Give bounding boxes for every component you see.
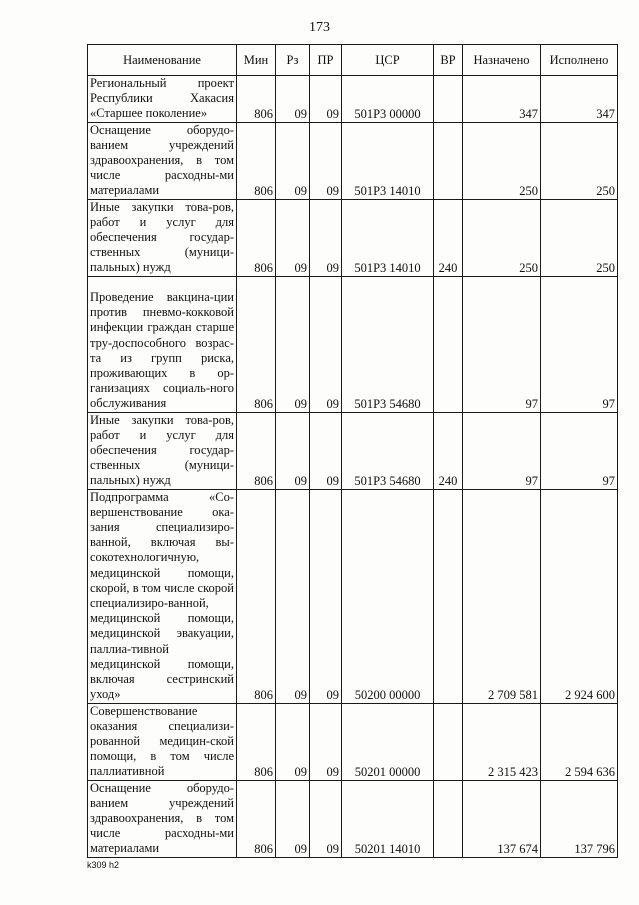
row-rz: 09: [276, 276, 310, 412]
row-executed: 137 796: [541, 780, 618, 857]
row-min: 806: [237, 412, 276, 489]
row-name: Оснащение оборудо-ванием учреждений здравоохранения, в том числе расходны-ми материалами: [88, 122, 237, 199]
table-row: [88, 199, 618, 276]
header-csr: ЦСР: [342, 45, 434, 76]
header-pr: ПР: [310, 45, 342, 76]
row-csr: 501P3 54680: [342, 412, 434, 489]
row-rz: 09: [276, 122, 310, 199]
row-csr: 501P3 54680: [342, 276, 434, 412]
row-min: 806: [237, 199, 276, 276]
row-assigned: 137 674: [463, 780, 541, 857]
row-rz: 09: [276, 199, 310, 276]
row-name: Иные закупки това-ров, работ и услуг для обеспечения государ-ственных (муници-пальных) нужд: [88, 199, 237, 276]
row-name: Иные закупки това-ров, работ и услуг для обеспечения государ-ственных (муници-пальных) нужд: [88, 412, 237, 489]
row-assigned: 250: [463, 199, 541, 276]
row-csr: 50200 00000: [342, 489, 434, 703]
page-number: 173: [309, 20, 330, 35]
table-row: [88, 276, 618, 412]
table-header: [88, 45, 618, 76]
table-row: [88, 412, 618, 489]
row-executed: 97: [541, 276, 618, 412]
row-min: 806: [237, 122, 276, 199]
row-rz: 09: [276, 76, 310, 123]
footer-code: k309 h2: [87, 860, 120, 870]
row-pr: 09: [310, 780, 342, 857]
header-assigned: Назначено: [463, 45, 541, 76]
row-name: Проведение вакцина-ции против пневмо-кокковой инфекции граждан старше тру-доспособного возрас-та из групп риска, проживающих в ор-ганизациях социаль-ного обслуживания: [88, 276, 237, 412]
table-row: [88, 122, 618, 199]
row-pr: 09: [310, 199, 342, 276]
row-executed: 250: [541, 122, 618, 199]
table-row: [88, 489, 618, 703]
table-row: [88, 703, 618, 780]
header-min: Мин: [237, 45, 276, 76]
row-executed: 2 594 636: [541, 703, 618, 780]
row-min: 806: [237, 703, 276, 780]
row-assigned: 97: [463, 276, 541, 412]
header-name: Наименование: [88, 45, 237, 76]
row-rz: 09: [276, 412, 310, 489]
header-vr: ВР: [434, 45, 463, 76]
row-csr: 501P3 00000: [342, 76, 434, 123]
row-executed: 2 924 600: [541, 489, 618, 703]
row-executed: 97: [541, 412, 618, 489]
budget-table: [87, 44, 618, 858]
row-pr: 09: [310, 122, 342, 199]
row-csr: 50201 00000: [342, 703, 434, 780]
row-rz: 09: [276, 489, 310, 703]
row-name: Оснащение оборудо-ванием учреждений здравоохранения, в том числе расходны-ми материалами: [88, 780, 237, 857]
row-vr: [434, 703, 463, 780]
row-name: Региональный проект Республики Хакасия «Старшее поколение»: [88, 76, 237, 123]
row-min: 806: [237, 489, 276, 703]
row-vr: [434, 122, 463, 199]
row-pr: 09: [310, 703, 342, 780]
row-vr: [434, 780, 463, 857]
row-pr: 09: [310, 276, 342, 412]
row-vr: 240: [434, 199, 463, 276]
header-executed: Исполнено: [541, 45, 618, 76]
row-name: Совершенствование оказания специализи-рованной медицин-ской помощи, в том числе паллиативной: [88, 703, 237, 780]
row-executed: 250: [541, 199, 618, 276]
row-min: 806: [237, 76, 276, 123]
row-assigned: 347: [463, 76, 541, 123]
row-rz: 09: [276, 703, 310, 780]
row-assigned: 2 709 581: [463, 489, 541, 703]
row-min: 806: [237, 780, 276, 857]
row-min: 806: [237, 276, 276, 412]
header-row: [88, 45, 618, 76]
row-vr: 240: [434, 412, 463, 489]
row-assigned: 250: [463, 122, 541, 199]
row-csr: 501P3 14010: [342, 199, 434, 276]
row-vr: [434, 489, 463, 703]
row-vr: [434, 76, 463, 123]
header-rz: Рз: [276, 45, 310, 76]
row-vr: [434, 276, 463, 412]
row-executed: 347: [541, 76, 618, 123]
table-body: [88, 76, 618, 858]
table-row: [88, 76, 618, 123]
row-assigned: 2 315 423: [463, 703, 541, 780]
table-row: [88, 780, 618, 857]
row-pr: 09: [310, 76, 342, 123]
row-pr: 09: [310, 412, 342, 489]
row-rz: 09: [276, 780, 310, 857]
row-name: Подпрограмма «Со-вершенствование ока-зания специализиро-ванной, включая вы-сокотехнологичную, медицинской помощи, скорой, в том числе скорой специализиро-ванной, медицинской помощи, медицинской эвакуации, паллиа-тивной медицинской помощи, включая сестринский уход»: [88, 489, 237, 703]
row-csr: 501P3 14010: [342, 122, 434, 199]
row-assigned: 97: [463, 412, 541, 489]
row-csr: 50201 14010: [342, 780, 434, 857]
row-pr: 09: [310, 489, 342, 703]
